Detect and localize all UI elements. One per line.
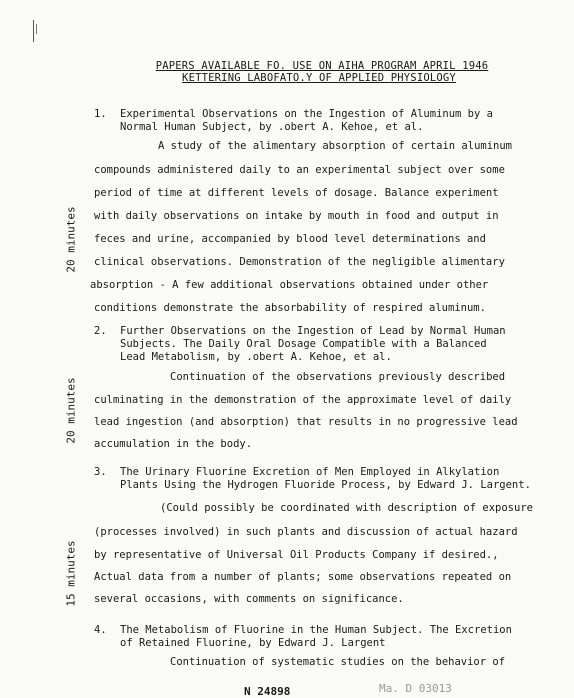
item-1-body-line: feces and urine, accompanied by blood level determinations and	[94, 233, 486, 245]
item-2-body-line: Continuation of the observations previously described	[170, 371, 506, 383]
item-1-body-line: with daily observations on intake by mouth in food and output in	[94, 210, 499, 222]
header-line-1: PAPERS AVAILABLE FO. USE ON AIHA PROGRAM APRIL 1946	[155, 60, 489, 72]
item-1-title-line: Experimental Observations on the Ingestion of Aluminum by a	[120, 108, 493, 120]
item-3-title	[120, 466, 531, 492]
item-1-body-line: clinical observations. Demonstration of the negligible alimentary	[94, 256, 505, 268]
item-3-body-line: several occasions, with comments on significance.	[94, 593, 404, 605]
item-2-title	[120, 325, 506, 364]
item-3-time: 15 minutes	[64, 540, 78, 607]
document-stamp: N 24898	[244, 685, 291, 698]
item-1-body-line: A study of the alimentary absorption of certain aluminum	[158, 140, 513, 152]
item-1-number: 1.	[94, 108, 107, 120]
faint-stamp: Ma. D 03013	[379, 682, 452, 695]
margin-mark	[36, 24, 37, 34]
item-2-body-line: accumulation in the body.	[94, 438, 253, 450]
item-1-time: 20 minutes	[64, 206, 78, 273]
item-1-body-line: period of time at different levels of dosage. Balance experiment	[94, 187, 499, 199]
item-2-number: 2.	[94, 325, 107, 337]
item-2-title-line: Lead Metabolism, by .obert A. Kehoe, et al.	[120, 351, 392, 363]
item-2-time: 20 minutes	[64, 377, 78, 444]
item-3-body-line: by representative of Universal Oil Products Company if desired.,	[94, 549, 499, 561]
item-3-body-line: (processes involved) in such plants and discussion of actual hazard	[94, 526, 518, 538]
item-4-number: 4.	[94, 624, 107, 636]
item-2-body-line: culminating in the demonstration of the approximate level of daily	[94, 394, 512, 406]
item-1-body-line: compounds administered daily to an experimental subject over some	[94, 164, 505, 176]
item-2-title-line: Subjects. The Daily Oral Dosage Compatible with a Balanced	[120, 338, 487, 350]
item-4-title	[120, 624, 512, 650]
item-1-body-line: conditions demonstrate the absorbability of respired aluminum.	[94, 302, 486, 314]
item-4-body-line: Continuation of systematic studies on the behavior of	[170, 656, 506, 668]
item-1-title-line: Normal Human Subject, by .obert A. Kehoe, et al.	[120, 121, 424, 133]
item-3-title-line: The Urinary Fluorine Excretion of Men Employed in Alkylation	[120, 466, 500, 478]
item-1-title	[120, 108, 493, 134]
item-3-title-line: Plants Using the Hydrogen Fluoride Process, by Edward J. Largent.	[120, 479, 531, 491]
item-4-title-line: The Metabolism of Fluorine in the Human Subject. The Excretion	[120, 624, 512, 636]
item-2-body-line: lead ingestion (and absorption) that results in no progressive lead	[94, 416, 518, 428]
item-2-title-line: Further Observations on the Ingestion of Lead by Normal Human	[120, 325, 506, 337]
item-4-title-line: of Retained Fluorine, by Edward J. Largent	[120, 637, 386, 649]
margin-mark	[33, 20, 34, 42]
item-1-body-line: absorption - A few additional observations obtained under other	[90, 279, 489, 291]
item-3-body-line: Actual data from a number of plants; some observations repeated on	[94, 571, 512, 583]
header-line-2: KETTERING LABOFATO.Y OF APPLIED PHYSIOLOGY	[182, 72, 456, 84]
item-3-number: 3.	[94, 466, 107, 478]
item-3-body-line: (Could possibly be coordinated with description of exposure	[160, 502, 533, 514]
